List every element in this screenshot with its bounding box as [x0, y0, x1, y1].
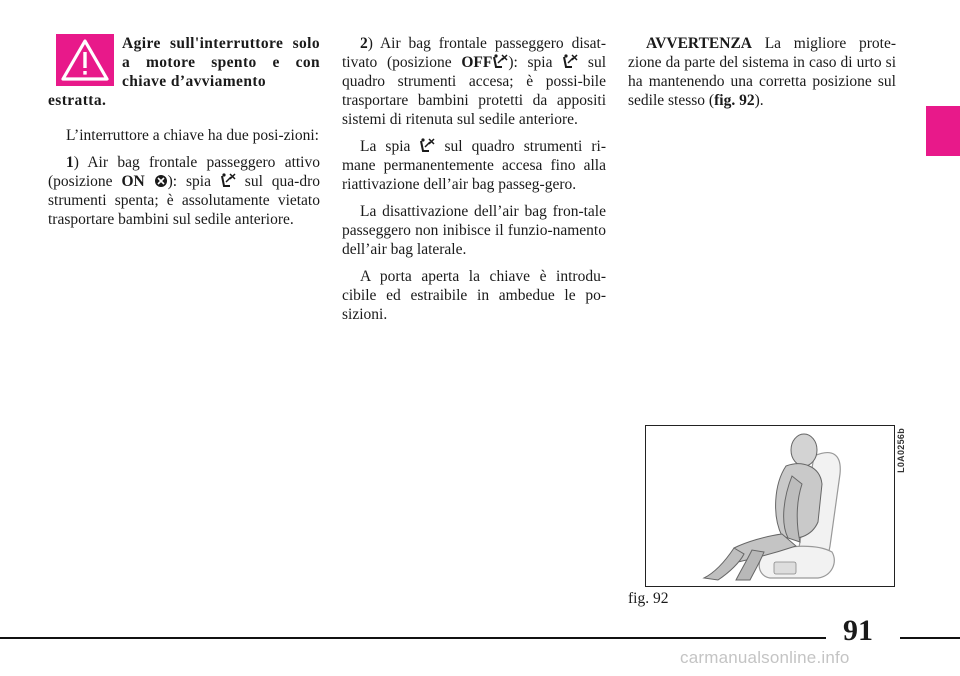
text-segment: ).: [754, 92, 764, 109]
airbag-off-icon: [154, 174, 168, 188]
advisory-label: AVVERTENZA: [646, 35, 752, 52]
paragraph-advisory: [628, 34, 896, 110]
watermark-text: carmanualsonline.info: [680, 648, 850, 667]
text-segment: La spia: [360, 138, 420, 155]
label-off: OFF: [461, 54, 493, 71]
paragraph-positions-intro: L’interruttore a chiave ha due posi-zioni:: [66, 127, 319, 144]
paragraph-key-insertion: A porta aperta la chiave è introdu-cibile ed estraibile in ambedue le po-sizioni.: [342, 268, 606, 323]
text-segment: ) Air bag frontale passeggero disat-tivato (posizione: [342, 35, 606, 71]
warning-line-1: Agire sull'interruttore: [122, 35, 284, 52]
item-number-2: 2: [360, 35, 368, 52]
warning-triangle-icon: [56, 34, 114, 86]
passenger-airbag-icon: [492, 54, 508, 69]
item-number-1: 1: [66, 154, 74, 171]
paragraph-position-on: [48, 153, 320, 229]
text-segment: ): spia: [508, 54, 563, 71]
column-right: [628, 34, 896, 118]
label-on: ON: [121, 173, 145, 190]
text-segment: sul quadro strumenti accesa; è possi-bile trasportare bambini protetti da appositi sistemi di ritenuta sul sedile anteriore.: [342, 54, 606, 128]
passenger-airbag-icon: [562, 54, 578, 69]
footer-rule-right: [900, 637, 960, 639]
section-tab-marker: [926, 106, 960, 156]
warning-line-4: estratta.: [48, 92, 107, 109]
passenger-airbag-icon: [419, 138, 435, 153]
warning-block: [48, 34, 320, 110]
warning-line-3: con chiave d’avviamento: [122, 54, 321, 90]
paragraph-warning-light: [342, 137, 606, 194]
text-segment: La migliore prote-zione da parte del sistema in caso di urto si ha mantenendo una corretta posizione sul sedile stesso (: [628, 35, 896, 109]
text-segment: ): spia: [167, 173, 220, 190]
page-number: 91: [843, 614, 873, 647]
paragraph-side-airbag: La disattivazione dell’air bag fron-tale passeggero non inibisce il funzio-namento dell’air bag laterale.: [342, 203, 606, 258]
column-middle: [342, 34, 606, 332]
figure-code: L0A0256b: [896, 428, 906, 473]
warning-line-2: solo a motore spento e: [122, 35, 321, 71]
figure-seat-illustration: [645, 425, 895, 587]
text-segment: ) Air bag frontale passeggero attivo (posizione: [48, 154, 320, 190]
figure-caption: fig. 92: [628, 590, 669, 607]
seated-passenger-illustration: [646, 426, 894, 586]
passenger-airbag-icon: [220, 173, 236, 188]
text-segment: sul quadro strumenti ri-mane permanentemente accesa fino alla riattivazione dell’air bag passeg-gero.: [342, 138, 606, 193]
footer-rule-left: [0, 637, 826, 639]
figure-reference: fig. 92: [714, 92, 755, 109]
paragraph-position-off: [342, 34, 606, 129]
text-segment: sul qua-dro strumenti spenta; è assolutamente vietato trasportare bambini sul sedile anteriore.: [48, 173, 320, 228]
column-left: [48, 34, 320, 237]
